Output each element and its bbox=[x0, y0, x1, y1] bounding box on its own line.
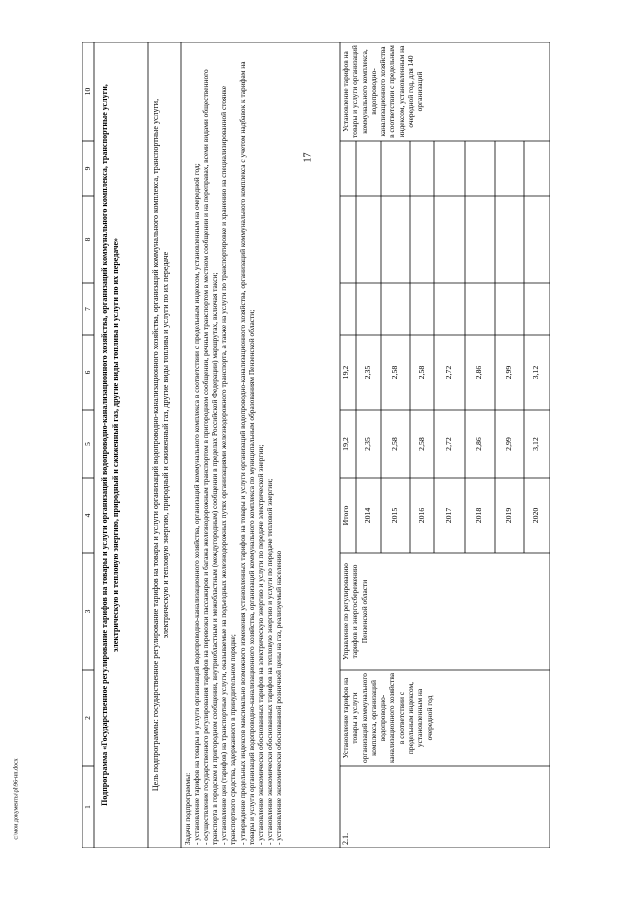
budget-value: 3,12 bbox=[531, 365, 540, 380]
column-number: 9 bbox=[83, 166, 92, 171]
column-number: 5 bbox=[83, 442, 92, 446]
year-label: Итого bbox=[341, 505, 350, 526]
budget-value: 2,35 bbox=[363, 365, 372, 380]
task-item: - утверждение предельных индексов максимально возможного изменения установленных тарифов на товары и услуги организаций водопроводно-канализационного хозяйства, организаций коммунального комплекса с учетом надбавок к тарифам на товары и услуги организаций водопроводно-канализационного хозяйства, организаций коммунального комплекса по муниципальным образованиям Пензенской области; bbox=[237, 61, 256, 845]
column-number: 7 bbox=[83, 307, 92, 311]
year-label: 2019 bbox=[504, 507, 513, 524]
total-value: 2,99 bbox=[504, 437, 513, 451]
budget-value: 2,72 bbox=[444, 365, 453, 380]
year-label: 2017 bbox=[444, 507, 453, 524]
total-value: 2,58 bbox=[417, 437, 426, 451]
total-value: 2,58 bbox=[390, 437, 399, 451]
task-item: - установление экономически обоснованных тарифов на электрическую энергию и услуги по передаче электрической энергии; bbox=[255, 444, 265, 845]
column-number: 10 bbox=[83, 87, 92, 96]
budget-value: 2,86 bbox=[474, 365, 483, 380]
year-label: 2015 bbox=[390, 507, 399, 524]
task-item: - установление тарифов на товары и услуги организаций водопроводно-канализационного хозяйства, организаций коммунального комплекса в соответствии с предельным индексом, установленным на очередной год; bbox=[192, 163, 202, 845]
budget-value: 19,2 bbox=[341, 365, 350, 380]
expected-result: Установление тарифов на товары и услуги организаций коммунального комплекса, водопроводно-канализационного хозяйства в соответствии с предельным индексом, установленным на очередной год, для 140 организаций bbox=[341, 45, 425, 138]
budget-value: 2,58 bbox=[417, 365, 426, 380]
budget-table bbox=[82, 42, 550, 848]
subprogram-title: Подпрограмма «Государственное регулирование тарифов на товары и услуги организаций водопроводно-канализационного хозяйства, организаций коммунального комплекса, транспортные услуги, электрическую и тепловую энергию, природный и сжиженный газ, другие виды топлива и услуги по их передаче» bbox=[100, 84, 120, 806]
task-item: - установление экономически обоснованных тарифов на тепловую энергию и услуги по передаче тепловой энергии; bbox=[264, 478, 274, 845]
executor: Управление по регулированию тарифов и энергосбережению Пензенской области bbox=[341, 563, 369, 660]
column-number: 2 bbox=[83, 716, 92, 720]
column-number: 1 bbox=[83, 805, 92, 809]
year-label: 2014 bbox=[363, 507, 372, 524]
task-item: - установление экономически обоснованной розничной цены на газ, реализуемый населению bbox=[273, 550, 283, 845]
column-number: 6 bbox=[83, 370, 92, 375]
total-value: 2,35 bbox=[363, 437, 372, 451]
footer-file-path: c:\мои документы\pl\96-нп.docx bbox=[13, 758, 20, 840]
column-number: 8 bbox=[83, 237, 92, 242]
tasks-heading: Задачи подпрограммы: bbox=[183, 772, 192, 845]
column-number: 4 bbox=[83, 513, 92, 518]
total-value: 2,72 bbox=[444, 437, 453, 451]
year-label: 2020 bbox=[531, 507, 540, 524]
tasks-block bbox=[183, 45, 283, 845]
task-item: - установление цен (тарифов) на транспортные услуги, оказываемые на подъездных железнодорожных путях организациями железнодорожного транспорта, а также на услуги по транспортировке и хранению на специализированной стоянке транспортного средства, задержанного в принудительном порядке; bbox=[219, 86, 238, 845]
subprogram-goal: Цель подпрограммы: государственное регулирование тарифов на товары и услуги организаций водопроводно-канализационного хозяйства, организаций коммунального комплекса, транспортные услуги, электрическую и тепловую энергию, природный и сжиженный газ, другие виды топлива и услуги по их передаче bbox=[151, 98, 170, 792]
year-label: 2018 bbox=[474, 507, 483, 524]
total-value: 3,12 bbox=[531, 437, 540, 451]
column-number: 3 bbox=[83, 609, 92, 614]
total-value: 19,2 bbox=[341, 437, 350, 451]
row-number: 2.1. bbox=[341, 833, 350, 845]
task-item: - осуществление государственного регулирования тарифов на перевозки пассажиров и багажа железнодорожным транспортом в пригородном сообщении, речным транспортом в местном сообщении и на переправах, всеми видами общественного транспорта в городском и пригородном сообщении, внутриобластным и межобластным (междугородным) сообщении в пределах Российской Федерации) маршрутах, включая такси; bbox=[201, 69, 220, 845]
year-label: 2016 bbox=[417, 507, 426, 524]
budget-value: 2,99 bbox=[504, 365, 513, 380]
measure-name: Установление тарифов на товары и услуги организаций коммунального комплекса, организаций водопроводно-канализационного хозяйства в соответствии с предельным индексом, установленным на очередной год bbox=[341, 672, 434, 764]
total-value: 2,86 bbox=[474, 437, 483, 451]
budget-value: 2,58 bbox=[390, 365, 399, 380]
page-number: 17 bbox=[302, 152, 314, 163]
